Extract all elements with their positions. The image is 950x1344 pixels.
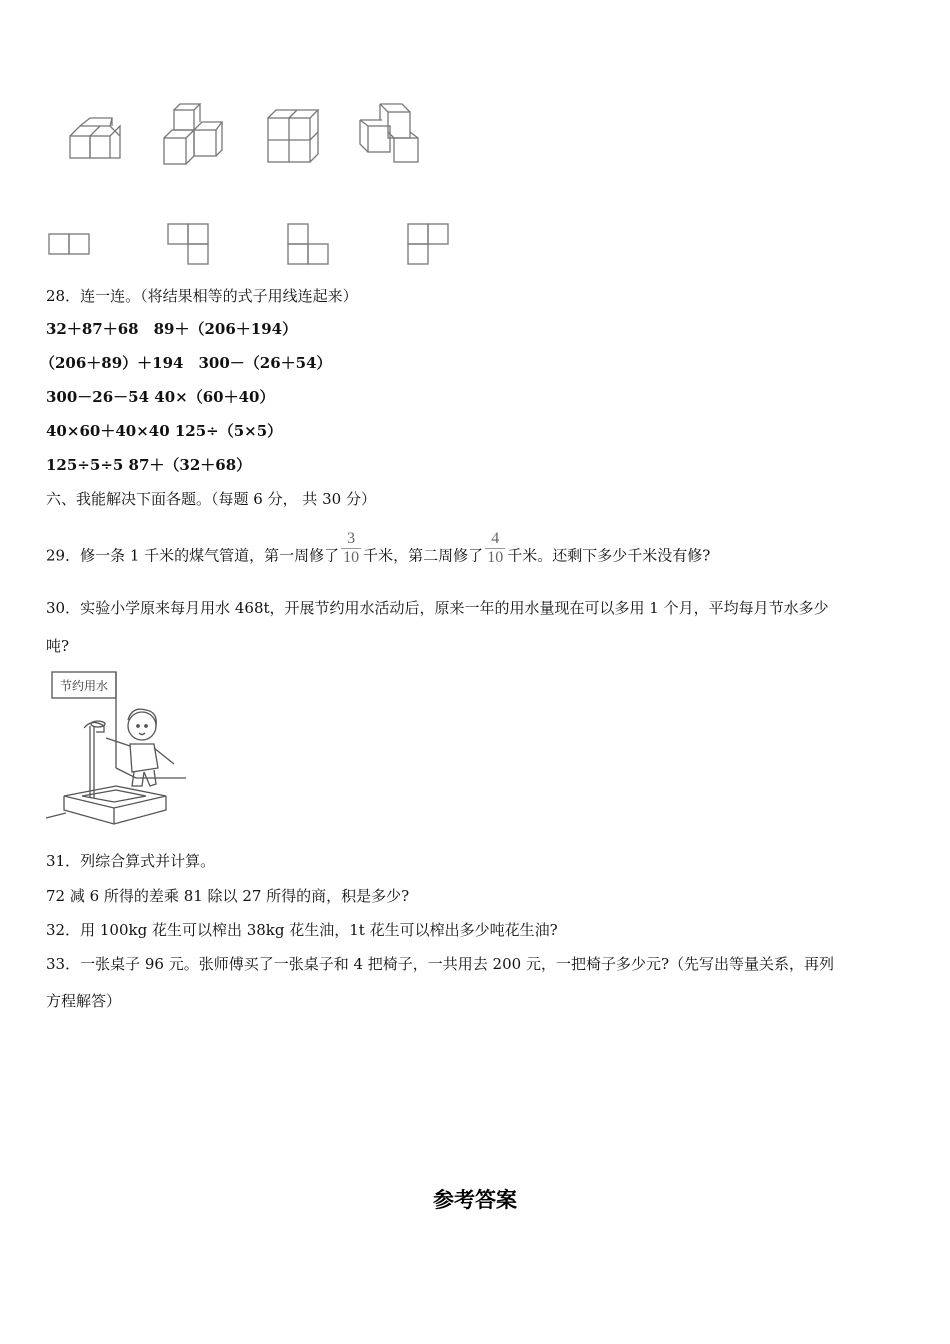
q28-row-1: 32＋87＋68 89＋（206＋194） [46,320,298,338]
answer-section-title: 参考答案 [433,1188,517,1212]
cube-solid-4 [360,104,418,162]
q28-row-3: 300－26－54 40×（60＋40） [46,388,275,406]
plane-views-figure [46,222,456,270]
q33-line-2: 方程解答） [46,992,122,1010]
water-saving-illustration [46,668,190,830]
q31-body: 72 减 6 所得的差乘 81 除以 27 所得的商，积是多少? [46,887,410,905]
cube-solid-3 [268,110,318,162]
q28-title: 28．连一连。（将结果相等的式子用线连起来） [46,287,358,305]
fraction-3-10: $\frac{3}{10}$ [343,530,360,566]
q30-line-2: 吨? [46,637,70,655]
q28-row-5: 125÷5÷5 87＋（32＋68） [46,456,252,474]
q31-title: 31．列综合算式并计算。 [46,852,216,870]
q33-line-1: 33．一张桌子 96 元。张师傅买了一张桌子和 4 把椅子，一共用去 200 元，一把椅子多少元?（先写出等量关系，再列 [46,955,835,973]
q32-text: 32．用 100kg 花生可以榨出 38kg 花生油，1t 花生可以榨出多少吨花生油? [46,921,558,939]
q29-text [46,530,711,575]
cube-solid-1 [70,118,120,158]
fraction-4-10: $\frac{4}{10}$ [487,530,504,566]
view-3 [288,224,328,264]
q30-line-1: 30．实验小学原来每月用水 468t，开展节约用水活动后，原来一年的用水量现在可以多用 1 个月，平均每月节水多少 [46,599,829,617]
q29-part3: 千米。还剩下多少千米没有修? [507,546,711,565]
cube-solid-2 [164,104,222,164]
view-4 [408,224,448,264]
view-1 [49,234,89,254]
section-6-title: 六、我能解决下面各题。（每题 6 分， 共 30 分） [46,490,376,508]
cube-solids-figure [60,98,430,170]
view-2 [168,224,208,264]
sign-text: 节约用水 [59,679,109,693]
q29-part1: 29．修一条 1 千米的煤气管道，第一周修了 [46,546,340,565]
q28-row-2: （206＋89）＋194 300－（26＋54） [40,354,332,372]
q29-part2: 千米，第二周修了 [363,546,484,565]
q28-row-4: 40×60＋40×40 125÷（5×5） [46,422,283,440]
